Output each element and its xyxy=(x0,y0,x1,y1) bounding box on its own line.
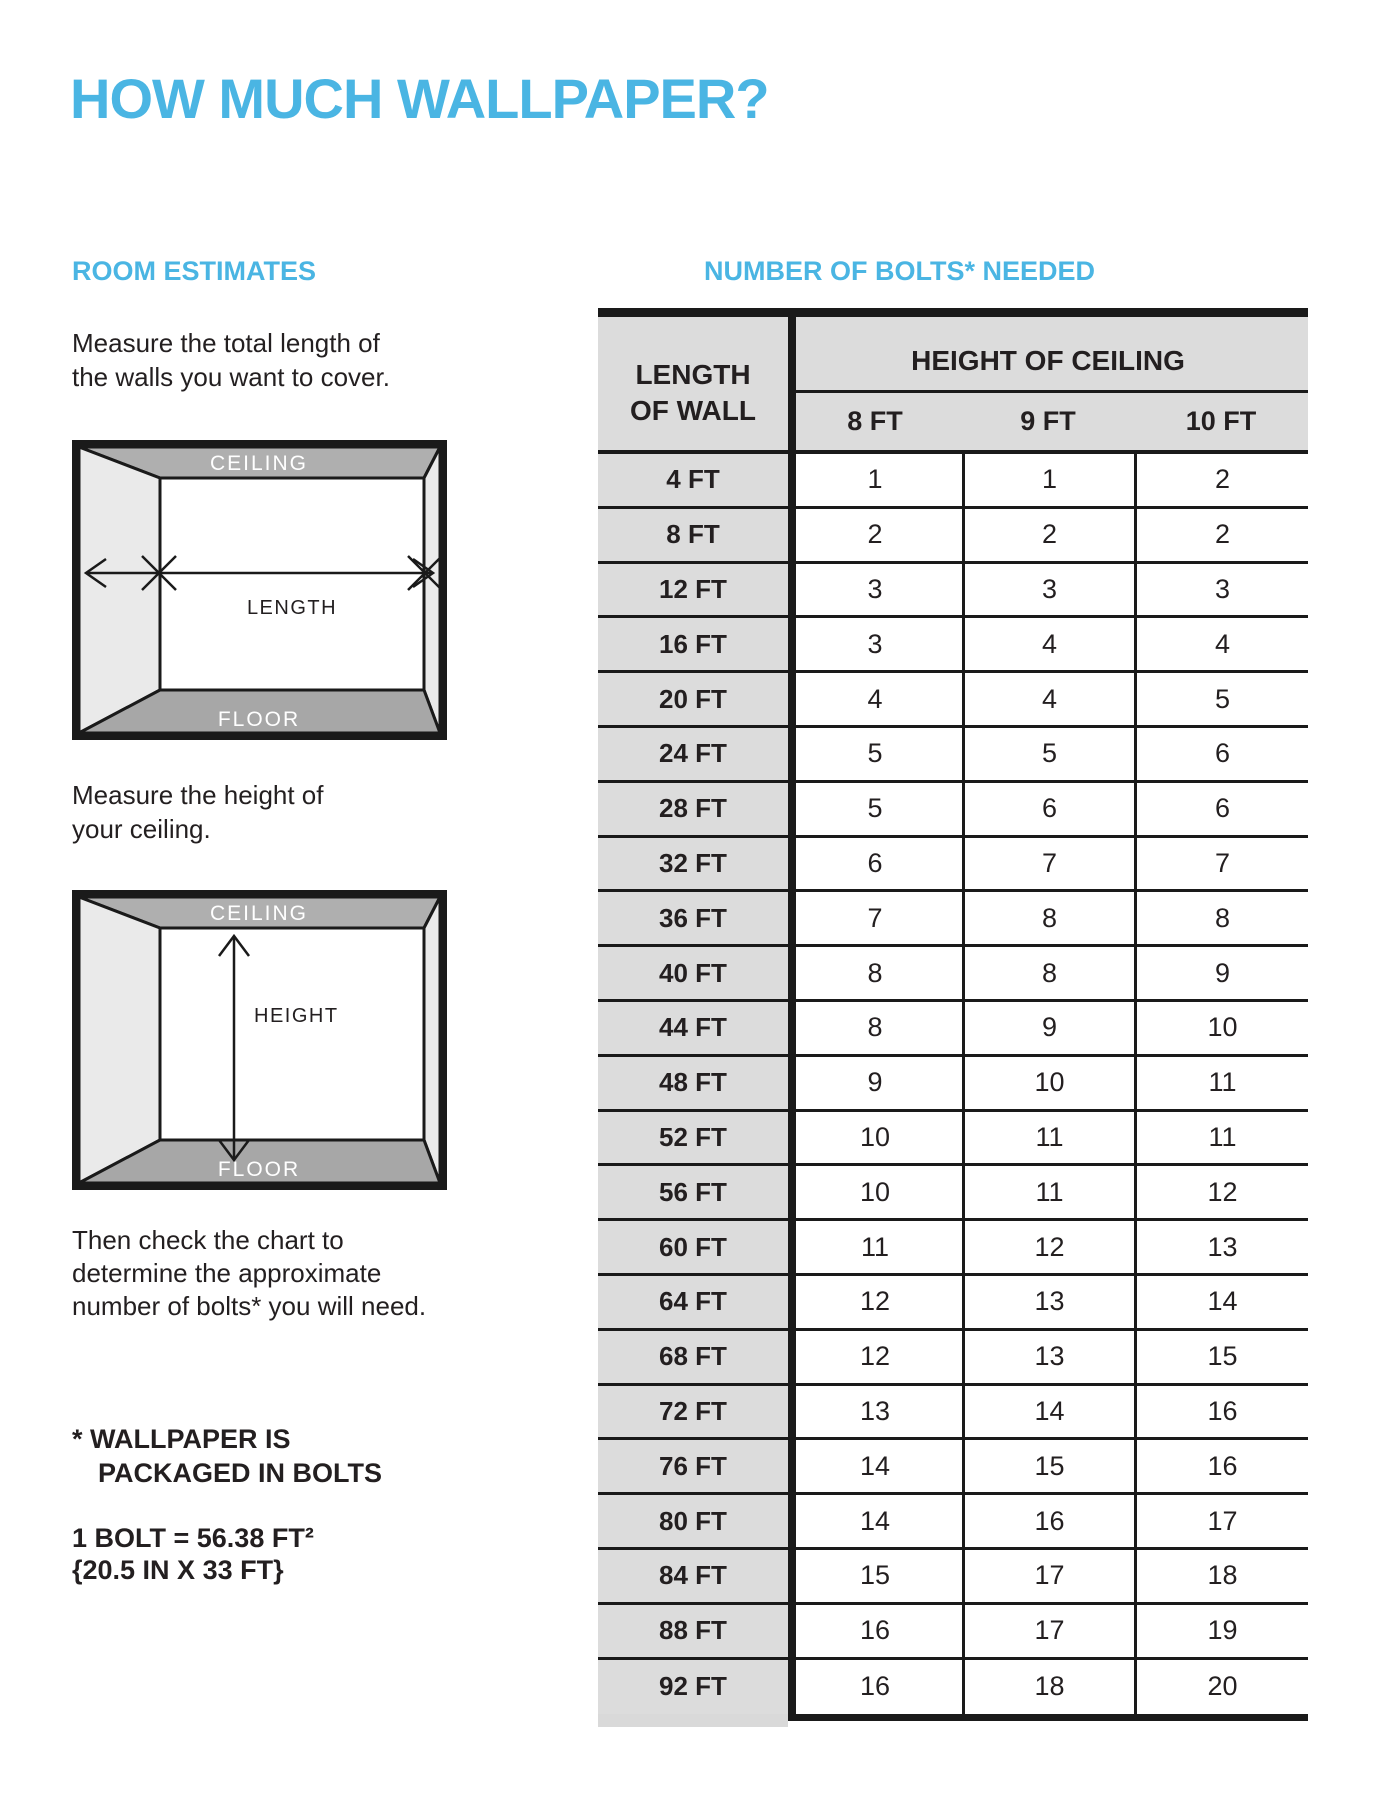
measure-height-text xyxy=(72,778,324,846)
bolt-size-info xyxy=(72,1522,314,1586)
bolt-count-cell: 16 xyxy=(1134,1440,1308,1492)
bolt-count-cell: 14 xyxy=(788,1495,962,1547)
wall-length-cell: 32 FT xyxy=(598,838,788,890)
bolt-count-cell: 6 xyxy=(1134,783,1308,835)
wall-length-cell: 68 FT xyxy=(598,1331,788,1383)
table-row xyxy=(598,728,1308,783)
bolt-count-cell: 6 xyxy=(1134,728,1308,780)
bolt-count-cell: 10 xyxy=(1134,1002,1308,1054)
bolt-count-cell: 8 xyxy=(962,947,1134,999)
header-line: LENGTH xyxy=(635,358,751,390)
bolt-count-cell: 20 xyxy=(1134,1660,1308,1715)
bolt-count-cell: 5 xyxy=(788,783,962,835)
wall-length-cell: 4 FT xyxy=(598,454,788,506)
wall-length-cell: 52 FT xyxy=(598,1112,788,1164)
wall-length-cell: 48 FT xyxy=(598,1057,788,1109)
bolt-count-cell: 18 xyxy=(962,1660,1134,1715)
wall-length-cell: 72 FT xyxy=(598,1386,788,1438)
length-diagram xyxy=(72,440,447,745)
bolt-count-cell: 4 xyxy=(788,673,962,725)
table-row xyxy=(598,1221,1308,1276)
bolt-count-cell: 7 xyxy=(1134,838,1308,890)
length-of-wall-header xyxy=(598,317,788,450)
bolt-count-cell: 16 xyxy=(788,1660,962,1715)
header-column-divider xyxy=(788,317,796,1714)
table-row xyxy=(598,1386,1308,1441)
height-diagram xyxy=(72,890,447,1195)
table-row xyxy=(598,1331,1308,1386)
bolt-count-cell: 15 xyxy=(1134,1331,1308,1383)
left-wall-panel xyxy=(79,897,160,1183)
bolt-count-cell: 9 xyxy=(788,1057,962,1109)
bolt-count-cell: 17 xyxy=(962,1550,1134,1602)
ceiling-subheader-row xyxy=(788,393,1308,450)
bolt-count-cell: 17 xyxy=(1134,1495,1308,1547)
table-row xyxy=(598,618,1308,673)
bolts-table-body xyxy=(598,454,1308,1714)
wall-length-cell: 16 FT xyxy=(598,618,788,670)
bolt-count-cell: 9 xyxy=(1134,947,1308,999)
bolt-count-cell: 4 xyxy=(1134,618,1308,670)
wall-length-cell: 84 FT xyxy=(598,1550,788,1602)
column-header-10ft: 10 FT xyxy=(1185,406,1257,436)
bolt-count-cell: 7 xyxy=(788,892,962,944)
bolt-count-cell: 2 xyxy=(788,509,962,561)
bolt-count-cell: 16 xyxy=(788,1605,962,1657)
wall-length-cell: 64 FT xyxy=(598,1276,788,1328)
bolt-count-cell: 17 xyxy=(962,1605,1134,1657)
bolt-count-cell: 6 xyxy=(962,783,1134,835)
bolt-count-cell: 16 xyxy=(962,1495,1134,1547)
bolt-count-cell: 5 xyxy=(788,728,962,780)
bolt-count-cell: 3 xyxy=(1134,564,1308,616)
wall-length-cell: 56 FT xyxy=(598,1166,788,1218)
wall-length-cell: 76 FT xyxy=(598,1440,788,1492)
text-line: Measure the height of xyxy=(72,780,324,810)
table-row xyxy=(598,673,1308,728)
text-line: Measure the total length of xyxy=(72,328,380,358)
bolt-count-cell: 11 xyxy=(1134,1057,1308,1109)
bolt-count-cell: 2 xyxy=(1134,509,1308,561)
table-row xyxy=(598,454,1308,509)
bolt-count-cell: 11 xyxy=(962,1112,1134,1164)
bolt-count-cell: 14 xyxy=(1134,1276,1308,1328)
bolt-count-cell: 9 xyxy=(962,1002,1134,1054)
wall-length-cell: 20 FT xyxy=(598,673,788,725)
right-wall-panel xyxy=(424,897,440,1183)
floor-label: FLOOR xyxy=(217,708,301,731)
text-line: {20.5 IN X 33 FT} xyxy=(72,1555,284,1585)
bolt-count-cell: 5 xyxy=(1134,673,1308,725)
table-row xyxy=(598,947,1308,1002)
measure-length-text xyxy=(72,326,390,394)
bolt-count-cell: 3 xyxy=(788,564,962,616)
ceiling-header-group xyxy=(788,317,1308,450)
text-line: * WALLPAPER IS xyxy=(72,1424,291,1454)
bolt-count-cell: 13 xyxy=(1134,1221,1308,1273)
text-line: PACKAGED IN BOLTS xyxy=(98,1458,383,1488)
bolt-count-cell: 11 xyxy=(788,1221,962,1273)
table-row xyxy=(598,509,1308,564)
bolts-table xyxy=(598,308,1308,1721)
height-of-ceiling-header: HEIGHT OF CEILING xyxy=(788,317,1308,393)
bolt-count-cell: 14 xyxy=(962,1386,1134,1438)
column-header-9ft: 9 FT xyxy=(1020,406,1076,436)
table-row xyxy=(598,1495,1308,1550)
bolt-count-cell: 10 xyxy=(962,1057,1134,1109)
table-row xyxy=(598,1276,1308,1331)
bolt-count-cell: 12 xyxy=(962,1221,1134,1273)
bolt-count-cell: 2 xyxy=(1134,454,1308,506)
text-line: your ceiling. xyxy=(72,814,211,844)
table-row xyxy=(598,1112,1308,1167)
wall-length-cell: 60 FT xyxy=(598,1221,788,1273)
text-line: 1 BOLT = 56.38 FT² xyxy=(72,1523,314,1553)
room-estimates-heading: ROOM ESTIMATES xyxy=(72,256,317,286)
bolt-count-cell: 8 xyxy=(788,1002,962,1054)
table-row xyxy=(598,1057,1308,1112)
column-header-8ft: 8 FT xyxy=(847,406,903,436)
table-row xyxy=(598,1550,1308,1605)
bolt-count-cell: 8 xyxy=(1134,892,1308,944)
bolt-count-cell: 5 xyxy=(962,728,1134,780)
bolt-count-cell: 13 xyxy=(962,1276,1134,1328)
bolt-count-cell: 4 xyxy=(962,673,1134,725)
wall-length-cell: 88 FT xyxy=(598,1605,788,1657)
bolt-count-cell: 10 xyxy=(788,1112,962,1164)
page-title: HOW MUCH WALLPAPER? xyxy=(70,67,769,130)
bolt-count-cell: 1 xyxy=(788,454,962,506)
room-length-diagram xyxy=(72,440,447,740)
bolt-count-cell: 10 xyxy=(788,1166,962,1218)
bolt-count-cell: 13 xyxy=(788,1386,962,1438)
ceiling-label: CEILING xyxy=(209,902,309,925)
bolt-count-cell: 15 xyxy=(788,1550,962,1602)
bolt-count-cell: 18 xyxy=(1134,1550,1308,1602)
wall-length-cell: 44 FT xyxy=(598,1002,788,1054)
floor-label: FLOOR xyxy=(217,1158,301,1181)
table-row xyxy=(598,1002,1308,1057)
wall-length-cell: 80 FT xyxy=(598,1495,788,1547)
table-footer-strip xyxy=(598,1714,788,1727)
bolt-count-cell: 15 xyxy=(962,1440,1134,1492)
table-row xyxy=(598,1166,1308,1221)
text-line: Then check the chart to xyxy=(72,1225,344,1255)
text-line: determine the approximate xyxy=(72,1258,382,1288)
table-row xyxy=(598,1605,1308,1660)
wall-length-cell: 36 FT xyxy=(598,892,788,944)
height-dimension-label: HEIGHT xyxy=(254,1005,339,1027)
wall-length-cell: 92 FT xyxy=(598,1660,788,1715)
bolt-count-cell: 4 xyxy=(962,618,1134,670)
left-wall-panel xyxy=(79,447,160,733)
text-line: number of bolts* you will need. xyxy=(72,1291,427,1321)
bolt-count-cell: 8 xyxy=(962,892,1134,944)
bolt-count-cell: 11 xyxy=(1134,1112,1308,1164)
room-height-diagram xyxy=(72,890,447,1190)
wall-length-cell: 8 FT xyxy=(598,509,788,561)
wall-length-cell: 12 FT xyxy=(598,564,788,616)
header-line: OF WALL xyxy=(630,394,756,426)
right-wall-panel xyxy=(424,447,440,733)
wall-length-cell: 40 FT xyxy=(598,947,788,999)
table-row xyxy=(598,564,1308,619)
bolt-count-cell: 7 xyxy=(962,838,1134,890)
ceiling-label: CEILING xyxy=(209,452,309,475)
bolt-count-cell: 3 xyxy=(962,564,1134,616)
bolt-count-cell: 12 xyxy=(1134,1166,1308,1218)
bolts-table-heading: NUMBER OF BOLTS* NEEDED xyxy=(704,256,1096,286)
bolt-count-cell: 19 xyxy=(1134,1605,1308,1657)
table-header xyxy=(598,317,1308,454)
bolt-count-cell: 3 xyxy=(788,618,962,670)
bolt-count-cell: 6 xyxy=(788,838,962,890)
bolt-count-cell: 16 xyxy=(1134,1386,1308,1438)
table-row xyxy=(598,783,1308,838)
bolt-count-cell: 8 xyxy=(788,947,962,999)
bolt-count-cell: 12 xyxy=(788,1276,962,1328)
bolt-count-cell: 13 xyxy=(962,1331,1134,1383)
table-row xyxy=(598,838,1308,893)
length-dimension-label: LENGTH xyxy=(246,597,338,619)
bolt-count-cell: 1 xyxy=(962,454,1134,506)
table-row xyxy=(598,892,1308,947)
bolt-count-cell: 12 xyxy=(788,1331,962,1383)
text-line: the walls you want to cover. xyxy=(72,362,390,392)
bolt-count-cell: 14 xyxy=(788,1440,962,1492)
bolts-footnote xyxy=(72,1422,382,1490)
check-chart-text xyxy=(72,1224,426,1323)
wall-length-cell: 28 FT xyxy=(598,783,788,835)
bolt-count-cell: 2 xyxy=(962,509,1134,561)
table-row xyxy=(598,1440,1308,1495)
table-row xyxy=(598,1660,1308,1715)
bolt-count-cell: 11 xyxy=(962,1166,1134,1218)
wall-length-cell: 24 FT xyxy=(598,728,788,780)
